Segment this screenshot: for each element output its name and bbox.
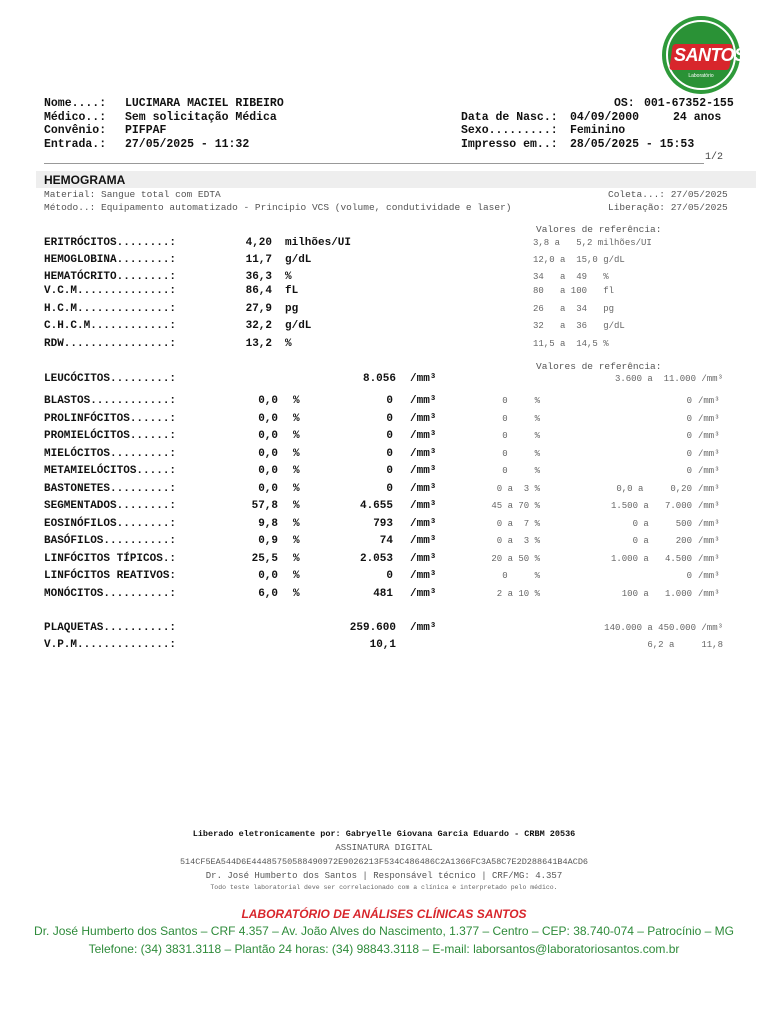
diff-ref-abs: 1.000 a 4.500: [610, 553, 692, 564]
material: Material: Sangue total com EDTA: [44, 189, 221, 200]
diff-unit: /mm³: [410, 587, 437, 600]
diff-ref-abs: 0: [686, 466, 692, 476]
eritro-ref: 26 a 34 pg: [533, 304, 615, 314]
eritro-ref: 11,5 a 14,5 %: [533, 339, 609, 349]
diff-abs: 0: [386, 412, 393, 425]
diff-label: PROMIELÓCITOS......:: [44, 430, 177, 442]
coleta: Coleta...: 27/05/2025: [608, 189, 728, 200]
diff-pct: 0,0: [258, 465, 278, 477]
sexo-label: Sexo.........:: [461, 124, 558, 137]
eritro-unit: fL: [285, 285, 299, 297]
diff-ref-pct: 0 %: [502, 396, 540, 406]
exam-title: HEMOGRAMA: [44, 173, 126, 187]
diff-ref-abs: 0,0 a 0,20: [616, 483, 692, 494]
diff-ref-abs: 0 a 500: [632, 518, 692, 529]
diff-ref-unit: /mm³: [698, 588, 720, 599]
metodo: Método..: Equipamento automatizado - Principio VCS (volume, condutividade e laser): [44, 202, 512, 213]
eritro-value: 13,2: [245, 338, 272, 350]
diff-unit: /mm³: [410, 482, 437, 495]
eritro-unit: pg: [285, 303, 299, 315]
diff-ref-abs: 0: [686, 571, 692, 581]
plaq-ref: 140.000 a 450.000 /mm³: [604, 623, 723, 633]
diff-abs: 2.053: [359, 552, 393, 565]
medico-value: Sem solicitação Médica: [125, 111, 277, 124]
diff-ref-pct: 0 a 7 %: [496, 518, 540, 529]
diff-ref-abs: 0: [686, 448, 692, 459]
eritro-value: 32,2: [245, 320, 272, 332]
diff-pct: 0,0: [258, 447, 278, 460]
diff-unit: /mm³: [410, 552, 437, 565]
diff-ref-unit: /mm³: [698, 466, 720, 476]
diff-ref-pct: 0 a 3 %: [496, 483, 540, 494]
eritro-label: RDW................:: [44, 338, 177, 350]
convenio-value: PIFPAF: [125, 124, 167, 137]
eritro-label: HEMOGLOBINA........:: [44, 254, 177, 266]
medico-label: Médico..:: [44, 111, 107, 124]
eritro-label: ERITRÓCITOS........:: [44, 237, 177, 249]
os-value: 001-67352-155: [644, 97, 734, 110]
footer-contact: Telefone: (34) 3831.3118 – Plantão 24 horas: (34) 98843.3118 – E-mail: laborsantos@laboratoriosantos.com.br: [88, 942, 680, 956]
plaq-label: V.P.M..............:: [44, 639, 177, 651]
signature-hash: 514CF5EA544D6E44485750588490972E9026213F534C486486C2A1366FC3A58C7E2D288641B4ACD6: [179, 857, 589, 867]
diff-pct-unit: %: [293, 395, 300, 407]
nasc-value: 04/09/2000: [570, 111, 640, 124]
diff-label: BLASTOS............:: [44, 395, 177, 407]
eritro-ref: 12,0 a 15,0 g/dL: [533, 255, 625, 265]
liberado-por: Liberado eletronicamente por: Gabryelle Giovana Garcia Eduardo - CRBM 20536: [192, 829, 576, 839]
diff-abs: 0: [386, 447, 393, 460]
diff-ref-pct: 20 a 50 %: [491, 553, 540, 564]
plaq-ref: 6,2 a 11,8: [647, 640, 723, 650]
eritro-label: HEMATÓCRITO........:: [44, 271, 177, 283]
diff-pct: 57,8: [251, 500, 278, 512]
diff-pct: 0,0: [258, 395, 278, 407]
diff-pct-unit: %: [293, 535, 300, 547]
diff-ref-unit: /mm³: [698, 431, 720, 441]
diff-ref-pct: 2 a 10 %: [496, 588, 540, 599]
diff-ref-unit: /mm³: [698, 501, 720, 511]
diff-abs: 4.655: [359, 500, 393, 512]
ref-header-eritro: Valores de referência:: [536, 224, 662, 235]
assinatura-digital: ASSINATURA DIGITAL: [335, 843, 433, 853]
diff-abs: 0: [386, 482, 393, 495]
diff-label: MIELÓCITOS.........:: [44, 447, 177, 460]
eritro-label: C.H.C.M............:: [44, 320, 177, 332]
diff-label: LINFÓCITOS REATIVOS:: [44, 570, 177, 582]
diff-pct-unit: %: [293, 570, 300, 582]
eritro-value: 86,4: [245, 285, 272, 297]
diff-ref-unit: /mm³: [698, 518, 720, 529]
diff-unit: /mm³: [410, 500, 437, 512]
diff-label: SEGMENTADOS........:: [44, 500, 177, 512]
eritro-unit: milhões/UI: [285, 237, 352, 249]
diff-abs: 481: [373, 587, 393, 600]
diff-abs: 0: [386, 395, 393, 407]
diff-abs: 0: [386, 465, 393, 477]
nota-clinica: Todo teste laboratorial deve ser correlacionado com a clínica e interpretado pelo médico.: [210, 884, 558, 891]
lab-logo: [662, 16, 746, 94]
liberacao: Liberação: 27/05/2025: [608, 202, 728, 213]
sexo-value: Feminino: [570, 124, 626, 137]
diff-ref-unit: /mm³: [698, 571, 720, 581]
nasc-label: Data de Nasc.:: [461, 111, 558, 124]
diff-unit: /mm³: [410, 535, 437, 547]
diff-ref-abs: 0: [686, 431, 692, 441]
diff-ref-unit: /mm³: [698, 413, 720, 424]
diff-pct: 0,0: [258, 412, 278, 425]
diff-pct: 9,8: [258, 517, 278, 530]
diff-ref-abs: 0: [686, 396, 692, 406]
eritro-value: 36,3: [245, 271, 272, 283]
diff-ref-pct: 0 %: [502, 431, 540, 441]
diff-pct-unit: %: [293, 465, 300, 477]
eritro-label: V.C.M..............:: [44, 285, 177, 297]
diff-unit: /mm³: [410, 465, 437, 477]
leucocitos-unit: /mm³: [410, 373, 437, 385]
convenio-label: Convênio:: [44, 124, 107, 137]
diff-label: LINFÓCITOS TÍPICOS.:: [44, 552, 177, 565]
diff-unit: /mm³: [410, 395, 437, 407]
entrada-label: Entrada.:: [44, 138, 107, 151]
nome-value: LUCIMARA MACIEL RIBEIRO: [125, 97, 284, 110]
diff-pct-unit: %: [293, 552, 300, 565]
diff-label: MONÓCITOS..........:: [44, 587, 177, 600]
eritro-label: H.C.M..............:: [44, 303, 177, 315]
eritro-unit: %: [285, 338, 292, 350]
diff-ref-unit: /mm³: [698, 448, 720, 459]
diff-ref-pct: 0 %: [502, 448, 540, 459]
diff-pct-unit: %: [293, 430, 300, 442]
diff-pct-unit: %: [293, 517, 300, 530]
diff-label: BASTONETES.........:: [44, 482, 177, 495]
logo-sub: Laboratório: [688, 73, 714, 79]
diff-abs: 0: [386, 570, 393, 582]
diff-ref-unit: /mm³: [698, 396, 720, 406]
eritro-unit: %: [285, 271, 292, 283]
leucocitos-ref: 3.600 a 11.000 /mm³: [614, 374, 723, 384]
eritro-value: 4,20: [245, 237, 272, 249]
os-label: OS:: [614, 97, 635, 110]
idade-value: 24 anos: [673, 111, 722, 124]
diff-ref-unit: /mm³: [698, 553, 720, 564]
diff-pct-unit: %: [293, 500, 300, 512]
eritro-unit: g/dL: [285, 254, 312, 266]
diff-pct-unit: %: [293, 587, 300, 600]
diff-ref-pct: 0 %: [502, 466, 540, 476]
diff-pct: 25,5: [251, 552, 278, 565]
diff-ref-pct: 0 %: [502, 571, 540, 581]
diff-unit: /mm³: [410, 430, 437, 442]
responsavel-tecnico: Dr. José Humberto dos Santos | Responsável técnico | CRF/MG: 4.357: [205, 871, 563, 881]
footer-address: Dr. José Humberto dos Santos – CRF 4.357 – Av. João Alves do Nascimento, 1.377 – Centro – CEP: 38.740-074 – Patrocínio – MG: [34, 924, 734, 938]
diff-ref-abs: 100 a 1.000: [621, 588, 692, 599]
diff-ref-abs: 0 a 200: [632, 536, 692, 546]
header-divider: [44, 163, 704, 164]
diff-ref-pct: 45 a 70 %: [491, 501, 540, 511]
diff-unit: /mm³: [410, 447, 437, 460]
diff-pct-unit: %: [293, 482, 300, 495]
diff-ref-unit: /mm³: [698, 536, 720, 546]
nome-label: Nome....:: [44, 97, 107, 110]
eritro-ref: 32 a 36 g/dL: [533, 321, 625, 331]
diff-abs: 0: [386, 430, 393, 442]
eritro-ref: 80 a 100 fl: [533, 286, 615, 296]
page-number: 1/2: [705, 152, 724, 163]
footer-lab-name: LABORATÓRIO DE ANÁLISES CLÍNICAS SANTOS: [241, 907, 527, 921]
logo-brand: SANTOS: [674, 45, 746, 65]
plaq-unit: /mm³: [410, 622, 437, 634]
diff-pct: 0,0: [258, 570, 278, 582]
diff-label: PROLINFÓCITOS......:: [44, 412, 177, 425]
eritro-ref: 3,8 a 5,2 milhões/UI: [533, 238, 652, 248]
diff-ref-abs: 0: [686, 413, 692, 424]
plaq-value: 259.600: [349, 622, 396, 634]
plaq-label: PLAQUETAS..........:: [44, 622, 177, 634]
diff-ref-pct: 0 a 3 %: [496, 536, 540, 546]
eritro-value: 27,9: [245, 303, 272, 315]
eritro-value: 11,7: [245, 254, 272, 266]
exam-title-bar: [36, 171, 756, 188]
diff-abs: 74: [379, 535, 393, 547]
leucocitos-value: 8.056: [362, 373, 396, 385]
diff-pct-unit: %: [293, 412, 300, 425]
diff-ref-unit: /mm³: [698, 483, 720, 494]
diff-label: METAMIELÓCITOS.....:: [44, 465, 177, 477]
plaq-value: 10,1: [369, 639, 396, 651]
diff-abs: 793: [373, 517, 393, 530]
leucocitos-label: LEUCÓCITOS.........:: [44, 373, 177, 385]
impresso-label: Impresso em..:: [461, 138, 558, 151]
diff-unit: /mm³: [410, 517, 437, 530]
diff-pct: 0,0: [258, 430, 278, 442]
eritro-unit: g/dL: [285, 320, 312, 332]
diff-pct: 0,0: [258, 482, 278, 495]
diff-label: EOSINÓFILOS........:: [44, 517, 177, 530]
ref-header-leuco: Valores de referência:: [536, 361, 662, 372]
eritro-ref: 34 a 49 %: [533, 272, 609, 282]
entrada-value: 27/05/2025 - 11:32: [125, 138, 250, 151]
diff-pct: 6,0: [258, 587, 278, 600]
diff-pct: 0,9: [258, 535, 278, 547]
diff-ref-pct: 0 %: [502, 413, 540, 424]
diff-ref-abs: 1.500 a 7.000: [610, 501, 692, 511]
impresso-value: 28/05/2025 - 15:53: [570, 138, 695, 151]
diff-unit: /mm³: [410, 570, 437, 582]
diff-pct-unit: %: [293, 447, 300, 460]
diff-unit: /mm³: [410, 412, 437, 425]
diff-label: BASÓFILOS..........:: [44, 535, 177, 547]
